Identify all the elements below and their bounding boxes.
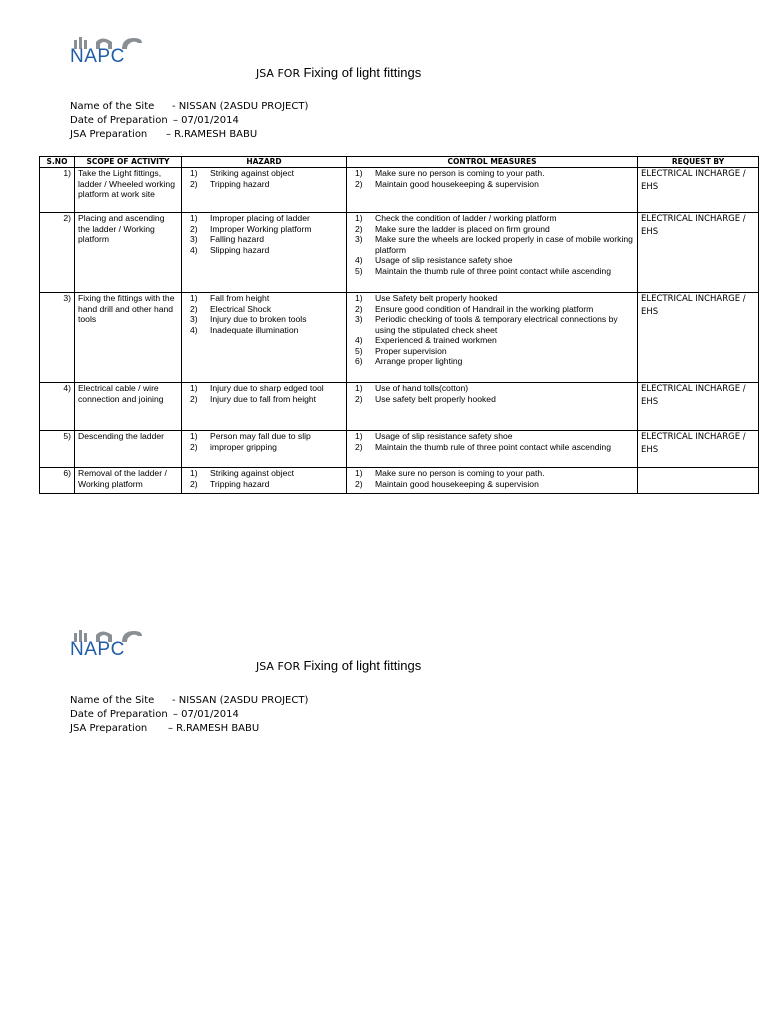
list-item: 4) Slipping hazard [190, 244, 270, 255]
prep-value: – R.RAMESH BABU [168, 723, 260, 734]
list-item: 6) Arrange proper lighting [355, 356, 463, 366]
site-value: - NISSAN (2ASDU PROJECT) [172, 101, 309, 112]
prep-label: JSA Preparation [70, 129, 148, 140]
table-row [40, 293, 759, 383]
row-sno: 3) [40, 293, 75, 383]
row-scope: Electrical cable / wire connection and joining [75, 383, 182, 431]
row-request: ELECTRICAL INCHARGE / EHS [638, 213, 759, 293]
document-title [256, 65, 421, 82]
list-item: 1) Use of hand tolls(cotton) [355, 383, 469, 393]
title-main: Fixing of light fittings [303, 658, 422, 673]
list-item: 2) Maintain good housekeeping & supervision [355, 478, 539, 489]
meta-row-prep [70, 722, 260, 736]
list-item: 1) Injury due to sharp edged tool [190, 383, 324, 393]
table-row [40, 168, 759, 213]
list-item: 2) Tripping hazard [190, 178, 270, 189]
table-row [40, 431, 759, 468]
list-item: 4) Inadequate illumination [190, 324, 299, 335]
meta-row-site [70, 100, 309, 114]
list-item: 1) Make sure no person is coming to your path. [355, 168, 545, 178]
row-scope: Placing and ascending the ladder / Working platform [75, 213, 182, 293]
list-item: 1) Fall from height [190, 293, 270, 303]
row-request: ELECTRICAL INCHARGE / EHS [638, 293, 759, 383]
list-item: 1) Striking against object [190, 468, 295, 478]
site-label: Name of the Site [70, 101, 155, 112]
row-scope: Descending the ladder [75, 431, 182, 468]
meta-row-date [70, 708, 239, 722]
row-sno: 6) [40, 468, 75, 494]
list-item: 2) Use safety belt properly hooked [355, 393, 496, 404]
meta-block-2 [70, 694, 309, 736]
table-header-row [40, 157, 759, 168]
logo-wordmark: NAPC [70, 639, 125, 660]
date-value: – 07/01/2014 [173, 709, 239, 720]
row-hazards [182, 168, 347, 213]
row-hazards [182, 431, 347, 468]
table-row [40, 383, 759, 431]
meta-row-prep [70, 128, 258, 142]
row-hazards [182, 213, 347, 293]
list-item: 2) Tripping hazard [190, 478, 270, 489]
list-item: 1) Striking against object [190, 168, 295, 178]
header-scope: SCOPE OF ACTIVITY [75, 157, 182, 168]
list-item: 5) Maintain the thumb rule of three point contact while ascending [355, 265, 611, 276]
table-row [40, 468, 759, 494]
list-item: 2) Make sure the ladder is placed on firm ground [355, 223, 550, 234]
header-control: CONTROL MEASURES [347, 157, 638, 168]
logo-wordmark: NAPC [70, 46, 125, 67]
row-hazards [182, 293, 347, 383]
date-value: – 07/01/2014 [173, 115, 239, 126]
row-sno: 1) [40, 168, 75, 213]
list-item: 4) Usage of slip resistance safety shoe [355, 255, 513, 265]
list-item: 2) Injury due to fall from height [190, 393, 317, 404]
row-request: ELECTRICAL INCHARGE / EHS [638, 168, 759, 213]
list-item: 3) Falling hazard [190, 234, 264, 244]
row-hazards [182, 468, 347, 494]
napc-logo [70, 36, 146, 66]
row-sno: 5) [40, 431, 75, 468]
meta-row-site [70, 694, 309, 708]
title-main: Fixing of light fittings [303, 65, 422, 80]
row-controls [347, 168, 638, 213]
row-controls [347, 468, 638, 494]
list-item: 3) Periodic checking of tools & temporary electrical connections by using the stipulated check sheet [355, 314, 618, 335]
list-item: 2) Ensure good condition of Handrail in the working platform [355, 303, 594, 314]
row-request: ELECTRICAL INCHARGE / EHS [638, 431, 759, 468]
jsa-table [39, 156, 759, 494]
list-item: 3) Injury due to broken tools [190, 314, 307, 324]
list-item: 2) improper gripping [190, 441, 277, 452]
document-title-2 [256, 658, 421, 675]
list-item: 1) Person may fall due to slip [190, 431, 311, 441]
row-request [638, 468, 759, 494]
title-prefix: JSA FOR [256, 67, 301, 80]
header-sno: S.NO [40, 157, 75, 168]
row-controls [347, 383, 638, 431]
header-request: REQUEST BY [638, 157, 759, 168]
prep-label: JSA Preparation [70, 723, 148, 734]
list-item: 1) Check the condition of ladder / working platform [355, 213, 557, 223]
list-item: 3) Make sure the wheels are locked properly in case of mobile working platform [355, 234, 633, 255]
row-controls [347, 293, 638, 383]
date-label: Date of Preparation [70, 709, 168, 720]
table-row [40, 213, 759, 293]
row-scope: Fixing the fittings with the hand drill and other hand tools [75, 293, 182, 383]
row-controls [347, 431, 638, 468]
header-hazard: HAZARD [182, 157, 347, 168]
meta-row-date [70, 114, 239, 128]
list-item: 2) Maintain good housekeeping & supervision [355, 178, 539, 189]
list-item: 5) Proper supervision [355, 345, 447, 356]
list-item: 2) Electrical Shock [190, 303, 272, 314]
row-scope: Removal of the ladder / Working platform [75, 468, 182, 494]
list-item: 1) Use Safety belt properly hooked [355, 293, 498, 303]
row-controls [347, 213, 638, 293]
row-scope: Take the Light fittings, ladder / Wheeled working platform at work site [75, 168, 182, 213]
row-request: ELECTRICAL INCHARGE / EHS [638, 383, 759, 431]
napc-logo-2 [70, 629, 146, 659]
prep-value: – R.RAMESH BABU [166, 129, 258, 140]
date-label: Date of Preparation [70, 115, 168, 126]
meta-block [70, 100, 309, 142]
list-item: 1) Make sure no person is coming to your path. [355, 468, 545, 478]
list-item: 2) Improper Working platform [190, 223, 312, 234]
row-sno: 4) [40, 383, 75, 431]
site-value: - NISSAN (2ASDU PROJECT) [172, 695, 309, 706]
title-prefix: JSA FOR [256, 660, 301, 673]
list-item: 4) Experienced & trained workmen [355, 335, 497, 345]
site-label: Name of the Site [70, 695, 155, 706]
list-item: 1) Improper placing of ladder [190, 213, 310, 223]
row-hazards [182, 383, 347, 431]
list-item: 2) Maintain the thumb rule of three point contact while ascending [355, 441, 611, 452]
list-item: 1) Usage of slip resistance safety shoe [355, 431, 513, 441]
row-sno: 2) [40, 213, 75, 293]
